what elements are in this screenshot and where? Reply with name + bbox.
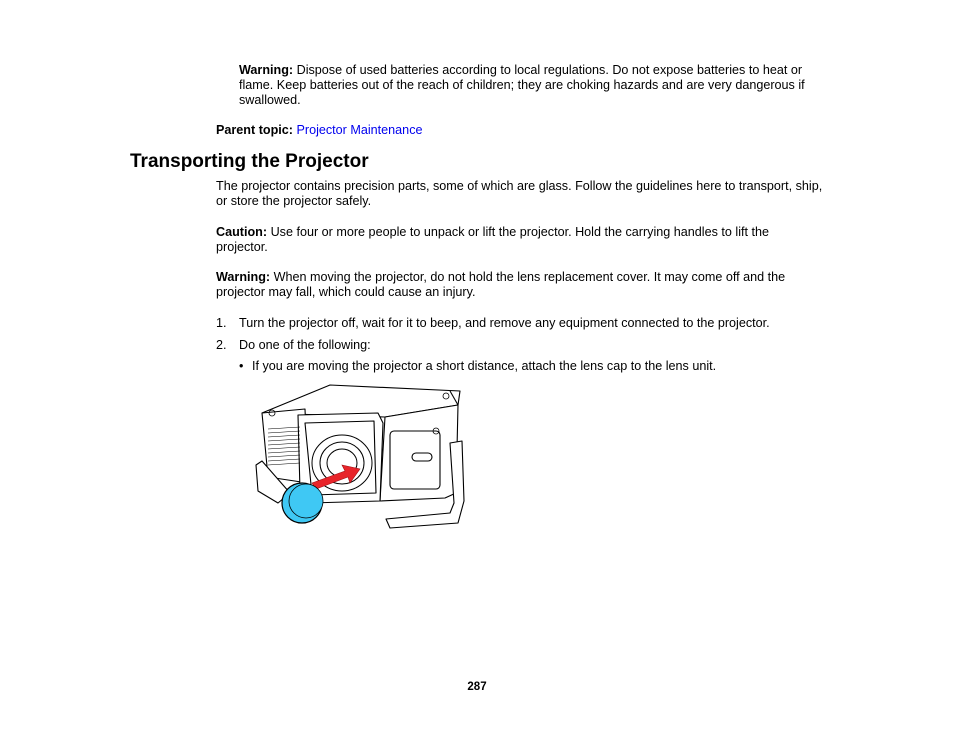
bullet-marker: • [239, 359, 244, 373]
caution-label: Caution: [216, 225, 268, 239]
step-text: Do one of the following: [239, 338, 371, 352]
warning-label: Warning: [239, 63, 294, 77]
parent-topic-link[interactable]: Projector Maintenance [296, 123, 423, 137]
step-number: 2. [216, 338, 227, 352]
bullet-text: If you are moving the projector a short distance, attach the lens cap to the lens unit. [252, 359, 717, 373]
parent-topic [216, 123, 423, 138]
page-title: Transporting the Projector [130, 151, 369, 172]
warning-text-2: When moving the projector, do not hold the lens replacement cover. It may come off and the projector may fall, which could cause an injury. [216, 270, 786, 299]
projector-lens-cap-illustration [250, 383, 470, 533]
step-number: 1. [216, 316, 227, 330]
warning-note [239, 63, 829, 108]
page-number: 287 [467, 681, 487, 693]
intro-paragraph: The projector contains precision parts, some of which are glass. Follow the guidelines here to transport, ship, or store the projector safely. [216, 179, 823, 208]
warning-text: Dispose of used batteries according to local regulations. Do not expose batteries to heat or flame. Keep batteries out of the reach of children; they are choking hazards and are very dangerous if swallowed. [239, 63, 805, 107]
caution-note [216, 225, 816, 255]
step-text: Turn the projector off, wait for it to beep, and remove any equipment connected to the projector. [239, 316, 770, 330]
warning-note-2 [216, 270, 826, 300]
caution-text: Use four or more people to unpack or lift the projector. Hold the carrying handles to lift the projector. [216, 225, 769, 254]
warning-label-2: Warning: [216, 270, 271, 284]
parent-topic-label: Parent topic: [216, 123, 293, 137]
